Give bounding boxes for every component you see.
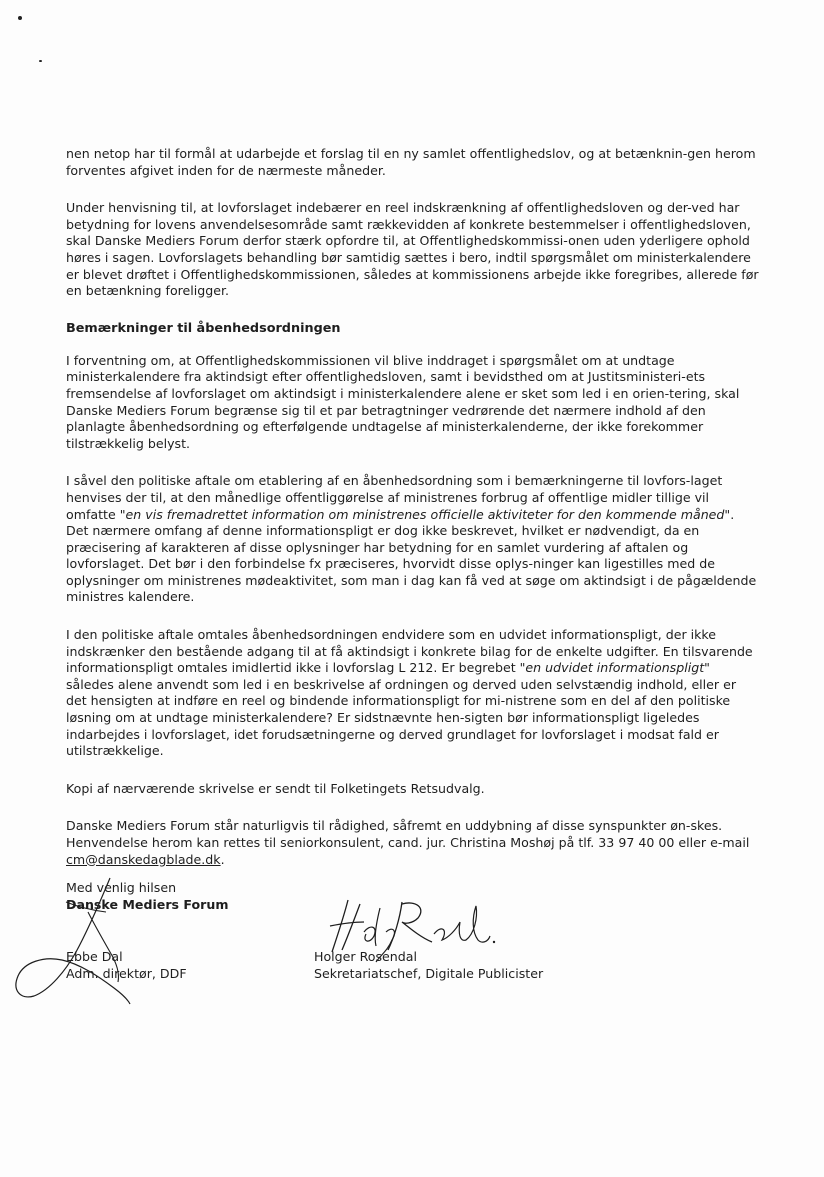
paragraph-4-text-b: . Det nærmere omfang af denne informationspligt er dog ikke beskrevet, hvilket er nødvendigt, da en præcisering af karakteren af disse oplysninger har betydning for en samlet vurdering af aftalen og lovforslaget. Det bør i den forbindelse fx præciseres, hvorvidt disse oplys-ninger kan ligestilles med de oplysninger om ministrenes mødeaktivitet, som man i dag kan få ved at søge om aktindsigt i de pågældende ministres kalendere. (66, 506, 757, 605)
paragraph-3: I forventning om, at Offentlighedskommissionen vil blive inddraget i spørgsmålet om at undtage ministerkalendere fra aktindsigt efter offentlighedsloven, samt i bevidsthed om at Justitsministeri-ets fremsendelse af lovforslaget om aktindsigt i ministerkalendere alene er sket som led i en orien-tering, skal Danske Mediers Forum begrænse sig til et par betragtninger vedrørende det nærmere indhold af den planlagte åbenhedsordning og efterfølgende undtagelse af ministerkalenderne, der ikke forekommer tilstrækkelig belyst. (66, 352, 740, 451)
signatory-1-name: Ebbe Dal (66, 949, 123, 964)
paragraph-4-text-a: I såvel den politiske aftale om etablering af en åbenhedsordning som i bemærkningerne til lovfors-laget henvises der til, at den månedlige offentliggørelse af ministrenes forbrug af offentlige midler tillige vil omfatte (66, 473, 723, 522)
email-link[interactable]: cm@danskedagblade.dk (66, 851, 221, 867)
handwritten-signature-2 (318, 894, 498, 964)
paragraph-2: Under henvisning til, at lovforslaget indebærer en reel indskrænkning af offentlighedsloven og der-ved har betydning for lovens anvendelsesområde samt rækkevidden af konkrete bestemmelser i offentlighedsloven, skal Danske Mediers Forum derfor stærk opfordre til, at Offentlighedskommissi-onen uden yderligere ophold høres i sagen. Lovforslagets behandling bør samtidig sættes i bero, indtil spørgsmålet om ministerkalendere er blevet drøftet i Offentlighedskommissionen, således at kommissionens arbejde ikke foregribes, allerede før en betænkning foreligger. (66, 200, 759, 299)
paragraph-5-quote: "en udvidet informationspligt" (519, 660, 710, 676)
paragraph-7-text-a: Danske Mediers Forum står naturligvis til rådighed, såfremt en uddybning af disse synspunkter øn-skes. Henvendelse herom kan rettes til seniorkonsulent, cand. jur. Christina Moshøj på tlf. 33 97 40 00 eller e-mail (66, 818, 750, 850)
paragraph-7 (66, 818, 760, 868)
paragraph-6: Kopi af nærværende skrivelse er sendt til Folketingets Retsudvalg. (66, 780, 485, 796)
closing-organization: Danske Mediers Forum (66, 897, 229, 912)
handwritten-signature-1 (6, 872, 156, 1012)
closing-greeting: Med venlig hilsen (66, 880, 177, 895)
scan-speck (18, 16, 22, 20)
signatory-1-title: Adm. direktør, DDF (66, 966, 187, 981)
paragraph-5-text-b: således alene anvendt som led i en beskrivelse af ordningen og derved uden selvstændig indhold, eller er det hensigten at indføre en reel og bindende informationspligt for mi-nistrene som en del af den politiske løsning om at undtage ministerkalendere? Er sidstnævnte hen-sigten bør informationspligt ligeledes indarbejdes i lovforslaget, idet forudsætningerne og derved grundlaget for lovforslaget i modsat fald er utilstrækkelige. (66, 676, 737, 759)
paragraph-1: nen netop har til formål at udarbejde et forslag til en ny samlet offentlighedslov, og at betænknin-gen herom forventes afgivet inden for de nærmeste måneder. (66, 146, 756, 178)
signatory-2-name: Holger Rosendal (314, 949, 417, 964)
letter-body (66, 146, 760, 868)
signatory-2-title: Sekretariatschef, Digitale Publicister (314, 966, 544, 981)
section-heading: Bemærkninger til åbenhedsordningen (66, 320, 341, 336)
paragraph-4-quote: "en vis fremadrettet information om ministrenes officielle aktiviteter for den kommende måned" (119, 506, 731, 522)
paragraph-5-text-a: I den politiske aftale omtales åbenhedsordningen endvidere som en udvidet informationspligt, der ikke indskrænker den bestående adgang til at få aktindsigt i konkrete bilag for de enkelte udgifter. En tilsvarende informationspligt omtales imidlertid ikke i lovforslag L 212. Er begrebet (66, 627, 753, 676)
scan-speck (39, 60, 42, 62)
paragraph-7-text-b: . (220, 851, 225, 867)
paragraph-5 (66, 627, 760, 760)
paragraph-4 (66, 473, 760, 606)
